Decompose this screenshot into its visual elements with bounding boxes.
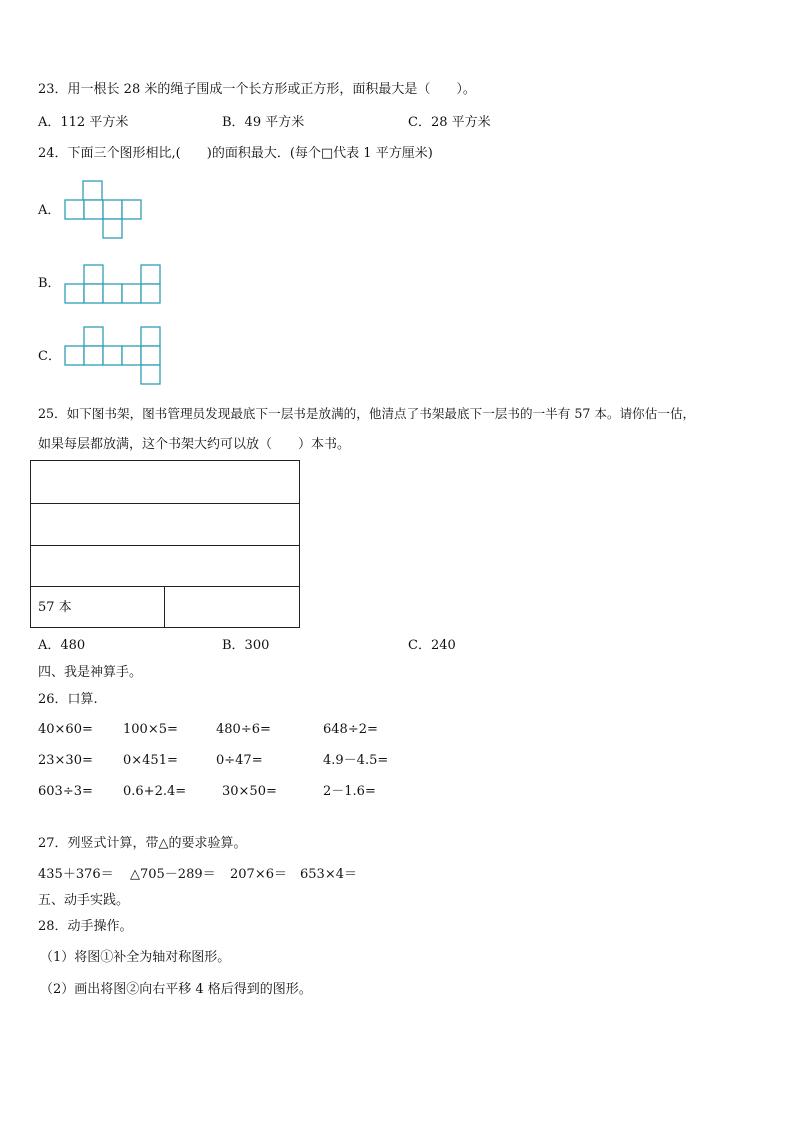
q26-item: 0×451= [123, 753, 178, 768]
q28-text: 28．动手操作。 [38, 919, 133, 934]
figure-a-square [83, 181, 102, 200]
q26-item: 23×30= [38, 753, 93, 768]
q28-sub1: （1）将图①补全为轴对称图形。 [40, 950, 231, 965]
q26-item: 100×5= [123, 722, 178, 737]
figure-b-square [103, 284, 122, 303]
q23-option-b: B．49 平方米 [222, 115, 305, 130]
q24-text: 24．下面三个图形相比,( )的面积最大．(每个□代表 1 平方厘米) [38, 146, 433, 161]
q23-option-c: C．28 平方米 [408, 115, 491, 130]
figure-c-square [141, 346, 160, 365]
figure-b-square [141, 284, 160, 303]
section-5-heading: 五、动手实践。 [38, 893, 130, 908]
figure-c-square [65, 346, 84, 365]
q23-text: 23．用一根长 28 米的绳子围成一个长方形或正方形，面积最大是（ ）。 [38, 82, 476, 97]
q26-item: 30×50= [222, 784, 277, 799]
q25-option-a: A．480 [38, 638, 86, 653]
shelf-bottom-layer [31, 587, 299, 628]
q26-item: 40×60= [38, 722, 93, 737]
q27-text: 27．列竖式计算，带△的要求验算。 [38, 836, 247, 851]
figure-c-square [84, 346, 103, 365]
q24-figure-c [64, 326, 164, 388]
q27-item: △705－289＝ [130, 867, 216, 882]
shelf-layer [31, 461, 299, 504]
figure-a-square [103, 200, 122, 219]
q26-item: 603÷3= [38, 784, 93, 799]
q26-item: 0.6+2.4= [123, 784, 187, 799]
shelf-layer [31, 504, 299, 546]
figure-c-square [141, 365, 160, 384]
figure-b-square [65, 284, 84, 303]
bookshelf [30, 460, 300, 628]
figure-a-square [122, 200, 141, 219]
q26-item: 2－1.6= [323, 784, 376, 799]
shelf-layer [31, 546, 299, 587]
q25-option-c: C．240 [408, 638, 456, 653]
q24-figure-a [64, 180, 144, 240]
q24-label-c: C． [38, 349, 61, 364]
shelf-half-label: 57 本 [31, 587, 165, 628]
figure-a-square [84, 200, 103, 219]
figure-c-square [84, 327, 103, 346]
q24-label-b: B． [38, 276, 61, 291]
q24-figure-b [64, 264, 164, 306]
figure-b-square [84, 265, 103, 284]
q27-item: 207×6＝ [230, 867, 287, 882]
figure-b-square [122, 284, 141, 303]
figure-c-square [122, 346, 141, 365]
figure-b-square [84, 284, 103, 303]
q27-item: 435＋376＝ [38, 867, 114, 882]
section-4-heading: 四、我是神算手。 [38, 665, 143, 680]
q26-item: 0÷47= [216, 753, 263, 768]
figure-c-square [141, 327, 160, 346]
figure-a-square [65, 200, 84, 219]
q24-label-a: A． [38, 203, 61, 218]
figure-b-square [141, 265, 160, 284]
q23-option-a: A．112 平方米 [38, 115, 129, 130]
q26-text: 26．口算. [38, 692, 98, 707]
q26-item: 648÷2= [323, 722, 378, 737]
q26-item: 480÷6= [216, 722, 271, 737]
q27-item: 653×4＝ [300, 867, 357, 882]
figure-a-square [103, 219, 122, 238]
q25-text-line1: 25．如下图书架，图书管理员发现最底下一层书是放满的，他清点了书架最底下一层书的一半有 57 本。请你估一估， [38, 406, 696, 421]
figure-c-square [103, 346, 122, 365]
q25-option-b: B．300 [222, 638, 270, 653]
q26-item: 4.9－4.5= [323, 753, 389, 768]
q25-text-line2: 如果每层都放满，这个书架大约可以放（ ）本书。 [38, 437, 351, 452]
q28-sub2: （2）画出将图②向右平移 4 格后得到的图形。 [40, 982, 312, 997]
